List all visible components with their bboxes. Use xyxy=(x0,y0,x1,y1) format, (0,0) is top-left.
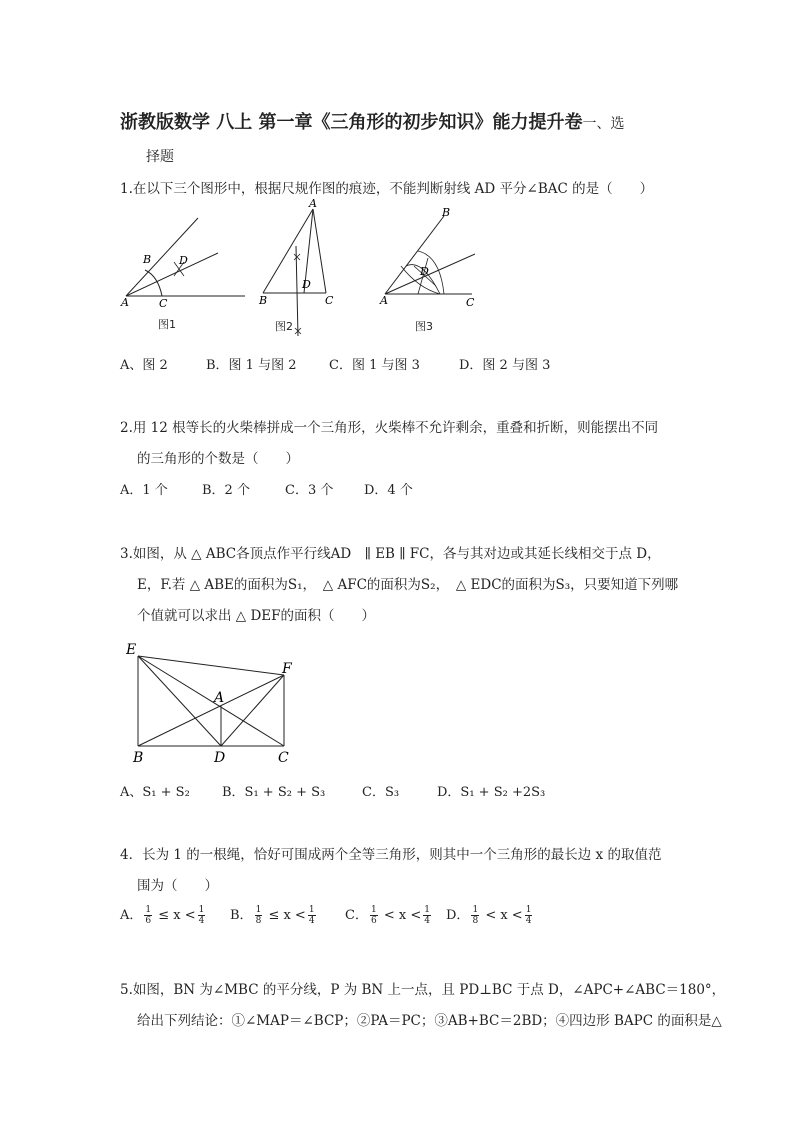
q3-option-a: A、S₁ + S₂ xyxy=(120,785,190,800)
section-heading-part1: 一、选 xyxy=(582,116,625,132)
fig3-label-c: C xyxy=(466,296,475,309)
question-5-line-1: 5.如图，BN 为∠MBC 的平分线，P 为 BN 上一点，且 PD⊥BC 于点 D，∠APC+∠ABC＝180°， xyxy=(120,982,726,998)
q2-option-a: A．1 个 xyxy=(120,483,168,498)
q1-option-b: B．图 1 与图 2 xyxy=(206,358,297,373)
fig3-caption: 图3 xyxy=(415,320,433,333)
q3-option-c: C．S₃ xyxy=(362,785,400,800)
q4-option-a: A． $\frac{1}{6}$ ≤ x < $\frac{1}{4}$ xyxy=(120,905,205,926)
fig3-label-a: A xyxy=(380,294,388,307)
question-2-line-1: 2.用 12 根等长的火柴棒拼成一个三角形，火柴棒不允许剩余，重叠和折断，则能摆出不同 xyxy=(120,420,659,436)
fig1-label-a: A xyxy=(121,296,129,309)
q1-option-a: A、图 2 xyxy=(120,358,168,373)
fig2-label-c: C xyxy=(325,294,334,307)
fraction: $\frac{1}{6}$ xyxy=(370,905,377,926)
q2-option-d: D．4 个 xyxy=(364,483,413,498)
q3-option-b: B．S₁ + S₂ + S₃ xyxy=(222,785,326,800)
q4-option-d: D． $\frac{1}{8}$ < x < $\frac{1}{4}$ xyxy=(446,905,532,926)
question-3-line-3: 个值就可以求出 △ DEF的面积（ ） xyxy=(137,608,376,624)
fig3-label-d: D xyxy=(420,265,429,278)
question-3-line-1: 3.如图，从 △ ABC各顶点作平行线AD ∥ EB ∥ FC，各与其对边或其延长线相交于点 D， xyxy=(120,546,661,562)
title-main: 浙教版数学 八上 第一章《三角形的初步知识》能力提升卷 xyxy=(120,112,583,133)
fraction: $\frac{1}{8}$ xyxy=(255,905,262,926)
fig2-label-b: B xyxy=(259,294,268,307)
fraction: $\frac{1}{8}$ xyxy=(472,905,479,926)
question-4-line-1: 4．长为 1 的一根绳，恰好可围成两个全等三角形，则其中一个三角形的最长边 x 的取值范 xyxy=(120,847,662,863)
q3-label-d: D xyxy=(214,750,226,766)
fraction: $\frac{1}{6}$ xyxy=(145,905,152,926)
q1-option-d: D．图 2 与图 3 xyxy=(459,358,551,373)
section-heading-part2: 择题 xyxy=(146,149,174,165)
q1-option-c: C．图 1 与图 3 xyxy=(329,358,420,373)
q3-label-e: E xyxy=(126,642,137,658)
fraction: $\frac{1}{4}$ xyxy=(198,905,205,926)
question-4-line-2: 围为（ ） xyxy=(137,878,218,894)
question-2-line-2: 的三角形的个数是（ ） xyxy=(137,451,299,467)
question-1-stem: 1.在以下三个图形中，根据尺规作图的痕迹，不能判断射线 AD 平分∠BAC 的是（ ） xyxy=(120,181,654,197)
q3-option-d: D．S₁ + S₂ +2S₃ xyxy=(437,785,546,800)
fig1-label-b: B xyxy=(143,253,152,266)
figure-2 xyxy=(258,197,334,336)
q3-label-a: A xyxy=(214,690,225,706)
fraction: $\frac{1}{4}$ xyxy=(308,905,315,926)
fig1-caption: 图1 xyxy=(158,318,176,331)
q3-label-c: C xyxy=(278,750,289,766)
fig2-caption: 图2 xyxy=(275,320,293,333)
q2-option-b: B．2 个 xyxy=(202,483,250,498)
fig2-label-a: A xyxy=(309,197,317,210)
q3-label-b: B xyxy=(133,750,144,766)
q4-option-c: C． $\frac{1}{6}$ < x < $\frac{1}{4}$ xyxy=(345,905,430,926)
fig1-label-d: D xyxy=(179,254,188,267)
fraction: $\frac{1}{4}$ xyxy=(525,905,532,926)
figure-1 xyxy=(120,218,245,310)
document-title xyxy=(120,108,625,134)
question-5-line-2: 给出下列结论：①∠MAP＝∠BCP；②PA＝PC；③AB+BC＝2BD；④四边形 BAPC 的面积是△ xyxy=(137,1013,722,1029)
question-3-line-2: E，F.若 △ ABE的面积为S₁， △ AFC的面积为S₂， △ EDC的面积为S₃，只要知道下列哪 xyxy=(137,577,679,593)
q4-option-b: B． $\frac{1}{8}$ ≤ x < $\frac{1}{4}$ xyxy=(230,905,315,926)
q3-label-f: F xyxy=(282,661,292,677)
fig3-label-b: B xyxy=(442,206,451,219)
fraction: $\frac{1}{4}$ xyxy=(424,905,430,926)
fig2-label-d: D xyxy=(302,278,311,291)
figure-3 xyxy=(379,206,475,309)
q2-option-c: C．3 个 xyxy=(285,483,334,498)
fig1-label-c: C xyxy=(159,297,168,310)
question-3-figure xyxy=(118,636,308,772)
